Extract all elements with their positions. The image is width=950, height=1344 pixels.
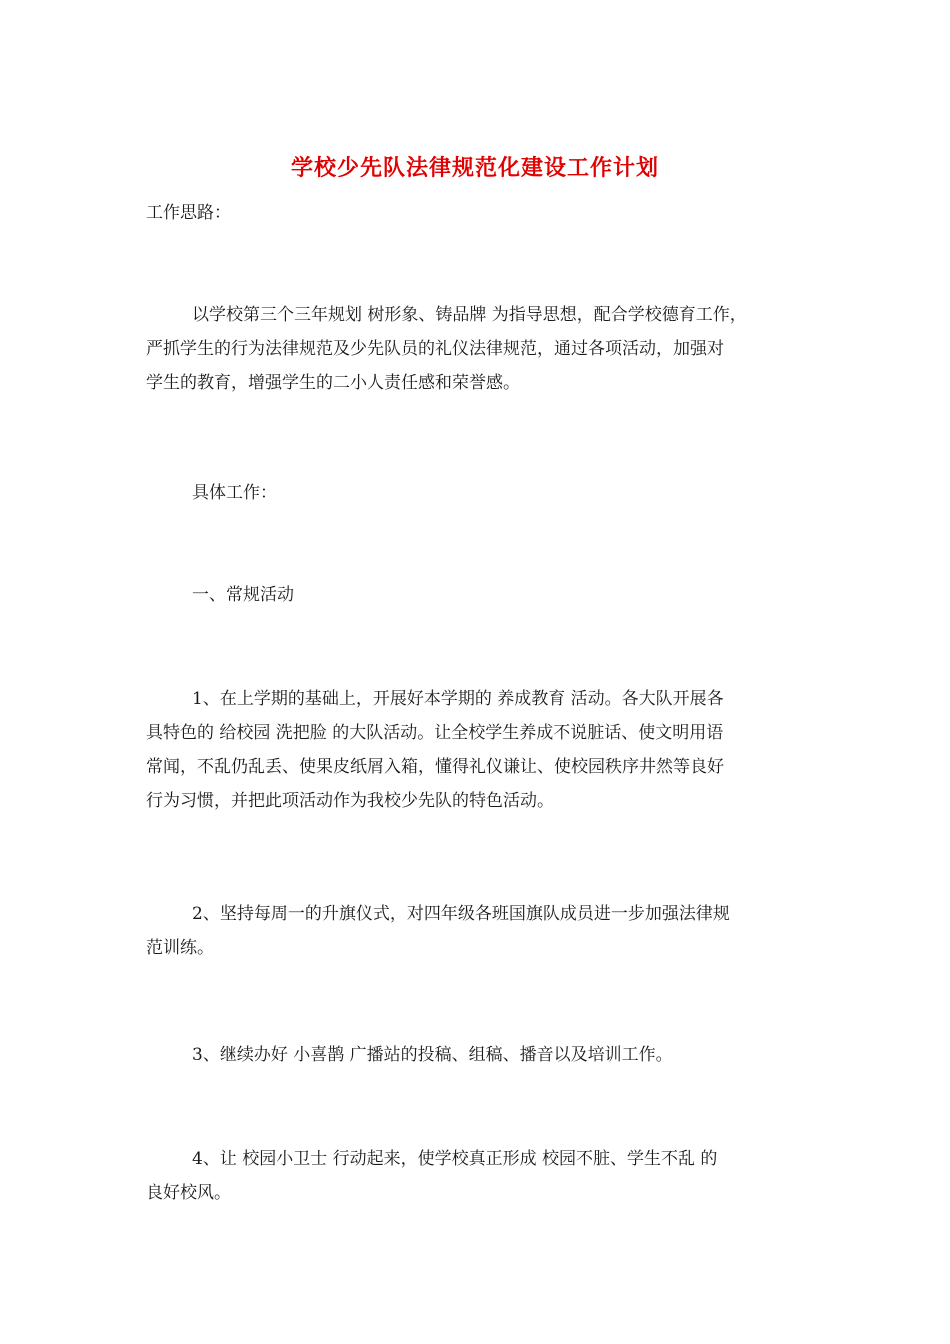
paragraph-line: 以学校第三个三年规划 树形象、铸品牌 为指导思想，配合学校德育工作， bbox=[192, 305, 747, 325]
paragraph-line: 严抓学生的行为法律规范及少先队员的礼仪法律规范，通过各项活动，加强对 bbox=[146, 339, 724, 359]
document-title: 学校少先队法律规范化建设工作计划 bbox=[290, 155, 659, 181]
work-heading bbox=[146, 476, 277, 510]
paragraph-line: 2、坚持每周一的升旗仪式，对四年级各班国旗队成员进一步加强法律规 bbox=[192, 904, 730, 924]
paragraph-line: 范训练。 bbox=[146, 938, 214, 958]
paragraph-line: 1、在上学期的基础上，开展好本学期的 养成教育 活动。各大队开展各 bbox=[192, 689, 724, 709]
thinking-paragraph bbox=[146, 298, 747, 400]
paragraph-line: 具特色的 给校园 洗把脸 的大队活动。让全校学生养成不说脏话、使文明用语 bbox=[146, 723, 724, 743]
section-one-text: 一、常规活动 bbox=[192, 585, 294, 605]
paragraph-line: 行为习惯，并把此项活动作为我校少先队的特色活动。 bbox=[146, 791, 554, 811]
paragraph-line: 良好校风。 bbox=[146, 1183, 231, 1203]
thinking-heading bbox=[146, 196, 231, 230]
item-4-paragraph bbox=[146, 1142, 717, 1210]
paragraph-line: 学生的教育，增强学生的二小人责任感和荣誉感。 bbox=[146, 373, 520, 393]
item-1-paragraph bbox=[146, 682, 724, 818]
thinking-heading-text: 工作思路： bbox=[146, 203, 231, 223]
item-3-paragraph bbox=[146, 1038, 673, 1072]
paragraph-line: 3、继续办好 小喜鹊 广播站的投稿、组稿、播音以及培训工作。 bbox=[192, 1045, 673, 1065]
paragraph-line: 4、让 校园小卫士 行动起来，使学校真正形成 校园不脏、学生不乱 的 bbox=[192, 1149, 718, 1169]
paragraph-line: 常闻，不乱仍乱丢、使果皮纸屑入箱，懂得礼仪谦让、使校园秩序井然等良好 bbox=[146, 757, 724, 777]
work-heading-text: 具体工作： bbox=[192, 483, 277, 503]
item-2-paragraph bbox=[146, 897, 730, 965]
section-one-heading bbox=[146, 578, 294, 612]
